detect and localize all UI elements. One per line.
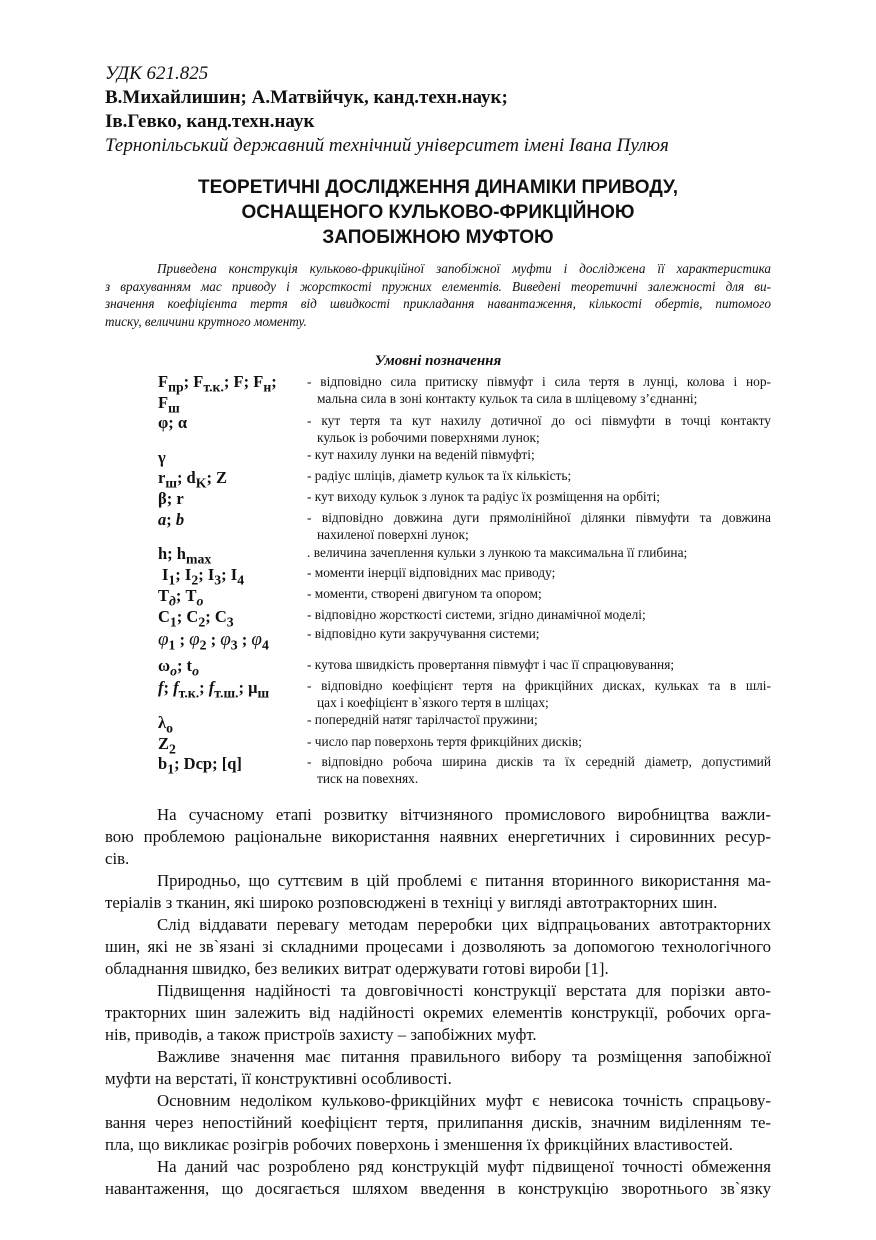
- symbol-desc: - відповідно сила притиску півмуфт і сила тертя в лунці, колова і нор- мальна сила в зоні контакту кульок та сила в шліцевому з’єднанні;: [307, 374, 771, 406]
- symbol-angles: φ; α: [158, 413, 188, 432]
- body-paragraph: Природньо, що суттєвим в цій проблемі є питання вторинного використання ма- теріалів з тканин, які широко розповсюджені в техніці у вигляді автотракторних шин.: [105, 871, 771, 913]
- symbol-disk: $b_1$; Dср; [q]: [158, 754, 242, 777]
- symbol-friction: f; $f_{т.к.}$; $f_{т.ш.}$; $\mu_ш$: [158, 678, 270, 701]
- body-paragraph: На даний час розроблено ряд конструкцій муфт підвищеної точності обмеження навантаження, що досягається шляхом введення в конструкцію зворотнього зв`язку: [105, 1157, 771, 1199]
- symbol-forces-2: $F_ш$: [158, 393, 180, 416]
- abstract-line: тиску, величини крутного моменту.: [105, 313, 307, 329]
- body-paragraph: Важливе значення має питання правильного вибору та розміщення запобіжної муфти на верстаті, її конструктивні особливості.: [105, 1047, 771, 1089]
- symbol-desc: - відповідно довжина дуги прямолінійної ділянки півмуфти та довжина нахиленої поверхні лунок;: [307, 510, 771, 542]
- symbol-radius: $r_ш$; $d_K$; Z: [158, 468, 228, 491]
- symbol-stiffness: $C_1$; $C_2$; $C_3$: [158, 607, 234, 630]
- symbol-torque: $T_д$; $T_о$: [158, 586, 204, 609]
- body-paragraph: На сучасному етапі розвитку вітчизняного промислового виробництва важли- вою проблемою раціональне використання наявних енергетичних і сировинних ресур- сів.: [105, 805, 771, 869]
- institution: Тернопільський державний технічний університет імені Івана Пулюя: [105, 135, 669, 156]
- symbol-forces: $F_{пр}$; $F_{т.к.}$; F; $F_н$;: [158, 372, 277, 395]
- symbol-ab: a; b: [158, 510, 185, 529]
- symbol-desc: - відповідно коефіцієнт тертя на фрикційних дисках, кульках та в шлі- цах і коефіцієнт в`язкого тертя в шліцах;: [307, 678, 771, 710]
- symbol-phi: $\varphi_1$ ; $\varphi_2$ ; $\varphi_3$ ; $\varphi_4$: [158, 629, 269, 653]
- symbol-desc: - кут нахилу лунки на веденій півмуфті;: [307, 447, 535, 462]
- abstract-line: Приведена конструкція кульково-фрикційної запобіжної муфти і досліджена її характеристика: [157, 261, 771, 276]
- symbol-desc: - кут виходу кульок з лунок та радіус їх розміщення на орбіті;: [307, 489, 661, 504]
- symbol-desc: - відповідно кути закручування системи;: [307, 626, 540, 641]
- symbol-desc: - кутова швидкість провертання півмуфт і час її спрацювування;: [307, 657, 675, 672]
- udk-code: УДК 621.825: [105, 63, 209, 84]
- symbol-desc: - відповідно робоча ширина дисків та їх середній діаметр, допустимий тиск на повехнях.: [307, 754, 771, 786]
- abstract-line: з врахуванням мас приводу і жорсткості пружних елементів. Виведені теоретичні залежності для ви-: [105, 278, 771, 294]
- abstract-line: значення коефіцієнта тертя від швидкості прикладання навантаження, кількості обертів, питомого: [105, 296, 771, 312]
- symbol-desc: - відповідно жорсткості системи, згідно динамічної моделі;: [307, 607, 646, 622]
- symbol-desc: - радіус шліців, діаметр кульок та їх кількість;: [307, 468, 572, 483]
- symbol-inertia: $I_1$; $I_2$; $I_3$; $I_4$: [162, 565, 245, 588]
- title-line-2: ОСНАЩЕНОГО КУЛЬКОВО-ФРИКЦІЙНОЮ: [241, 202, 635, 223]
- title-line-1: ТЕОРЕТИЧНІ ДОСЛІДЖЕННЯ ДИНАМІКИ ПРИВОДУ,: [198, 177, 678, 198]
- symbol-lambda: $\lambda_о$: [158, 713, 173, 736]
- body-paragraph: Підвищення надійності та довговічності конструкції верстата для порізки авто- тракторних шин залежить від надійності окремих елементів конструкції, робочих орга- нів, приводів, а також пристроїв захисту – запобіжних муфт.: [105, 981, 771, 1045]
- symbol-omega: $\omega_о$; $t_о$: [158, 656, 199, 679]
- body-paragraph: Основним недоліком кульково-фрикційних муфт є невисока точність спрацьову- вання через непостійний коефіцієнт тертя, прилипання дисків, значним виділенням те- пла, що викликає розігрів робочих поверхонь і зменшення їх фрикційних властивостей.: [105, 1091, 771, 1155]
- symbol-desc: - моменти, створені двигуном та опором;: [307, 586, 542, 601]
- symbol-z2: $Z_2$: [158, 734, 176, 757]
- authors-line-1: В.Михайлишин; А.Матвійчук, канд.техн.наук;: [105, 87, 508, 108]
- title-line-3: ЗАПОБІЖНОЮ МУФТОЮ: [322, 227, 554, 248]
- authors-line-2: Ів.Гевко, канд.техн.наук: [105, 111, 315, 132]
- symbol-beta: β; r: [158, 489, 184, 508]
- symbol-desc: . величина зачеплення кульки з лункою та максимальна її глибина;: [307, 545, 688, 560]
- body-paragraph: Слід віддавати перевагу методам переробки цих відпрацьованих автотракторних шин, які не зв`язані зі складними процесами і дозволяють за допомогою технологічного обладнання швидко, без великих витрат одержувати готові вироби [1].: [105, 915, 771, 979]
- symbol-desc: - кут тертя та кут нахилу дотичної до осі півмуфти в точці контакту кульок із робочими поверхнями лунок;: [307, 413, 771, 445]
- symbol-desc: - моменти інерції відповідних мас приводу;: [307, 565, 556, 580]
- symbol-h: h; $h_{max}$: [158, 544, 212, 567]
- symbol-desc: - число пар поверхонь тертя фрикційних дисків;: [307, 734, 582, 749]
- symbol-gamma: γ: [158, 448, 166, 467]
- abstract: [105, 260, 771, 330]
- symbols-heading: Умовні позначення: [374, 353, 502, 369]
- symbol-desc: - попередній натяг тарілчастої пружини;: [307, 712, 538, 727]
